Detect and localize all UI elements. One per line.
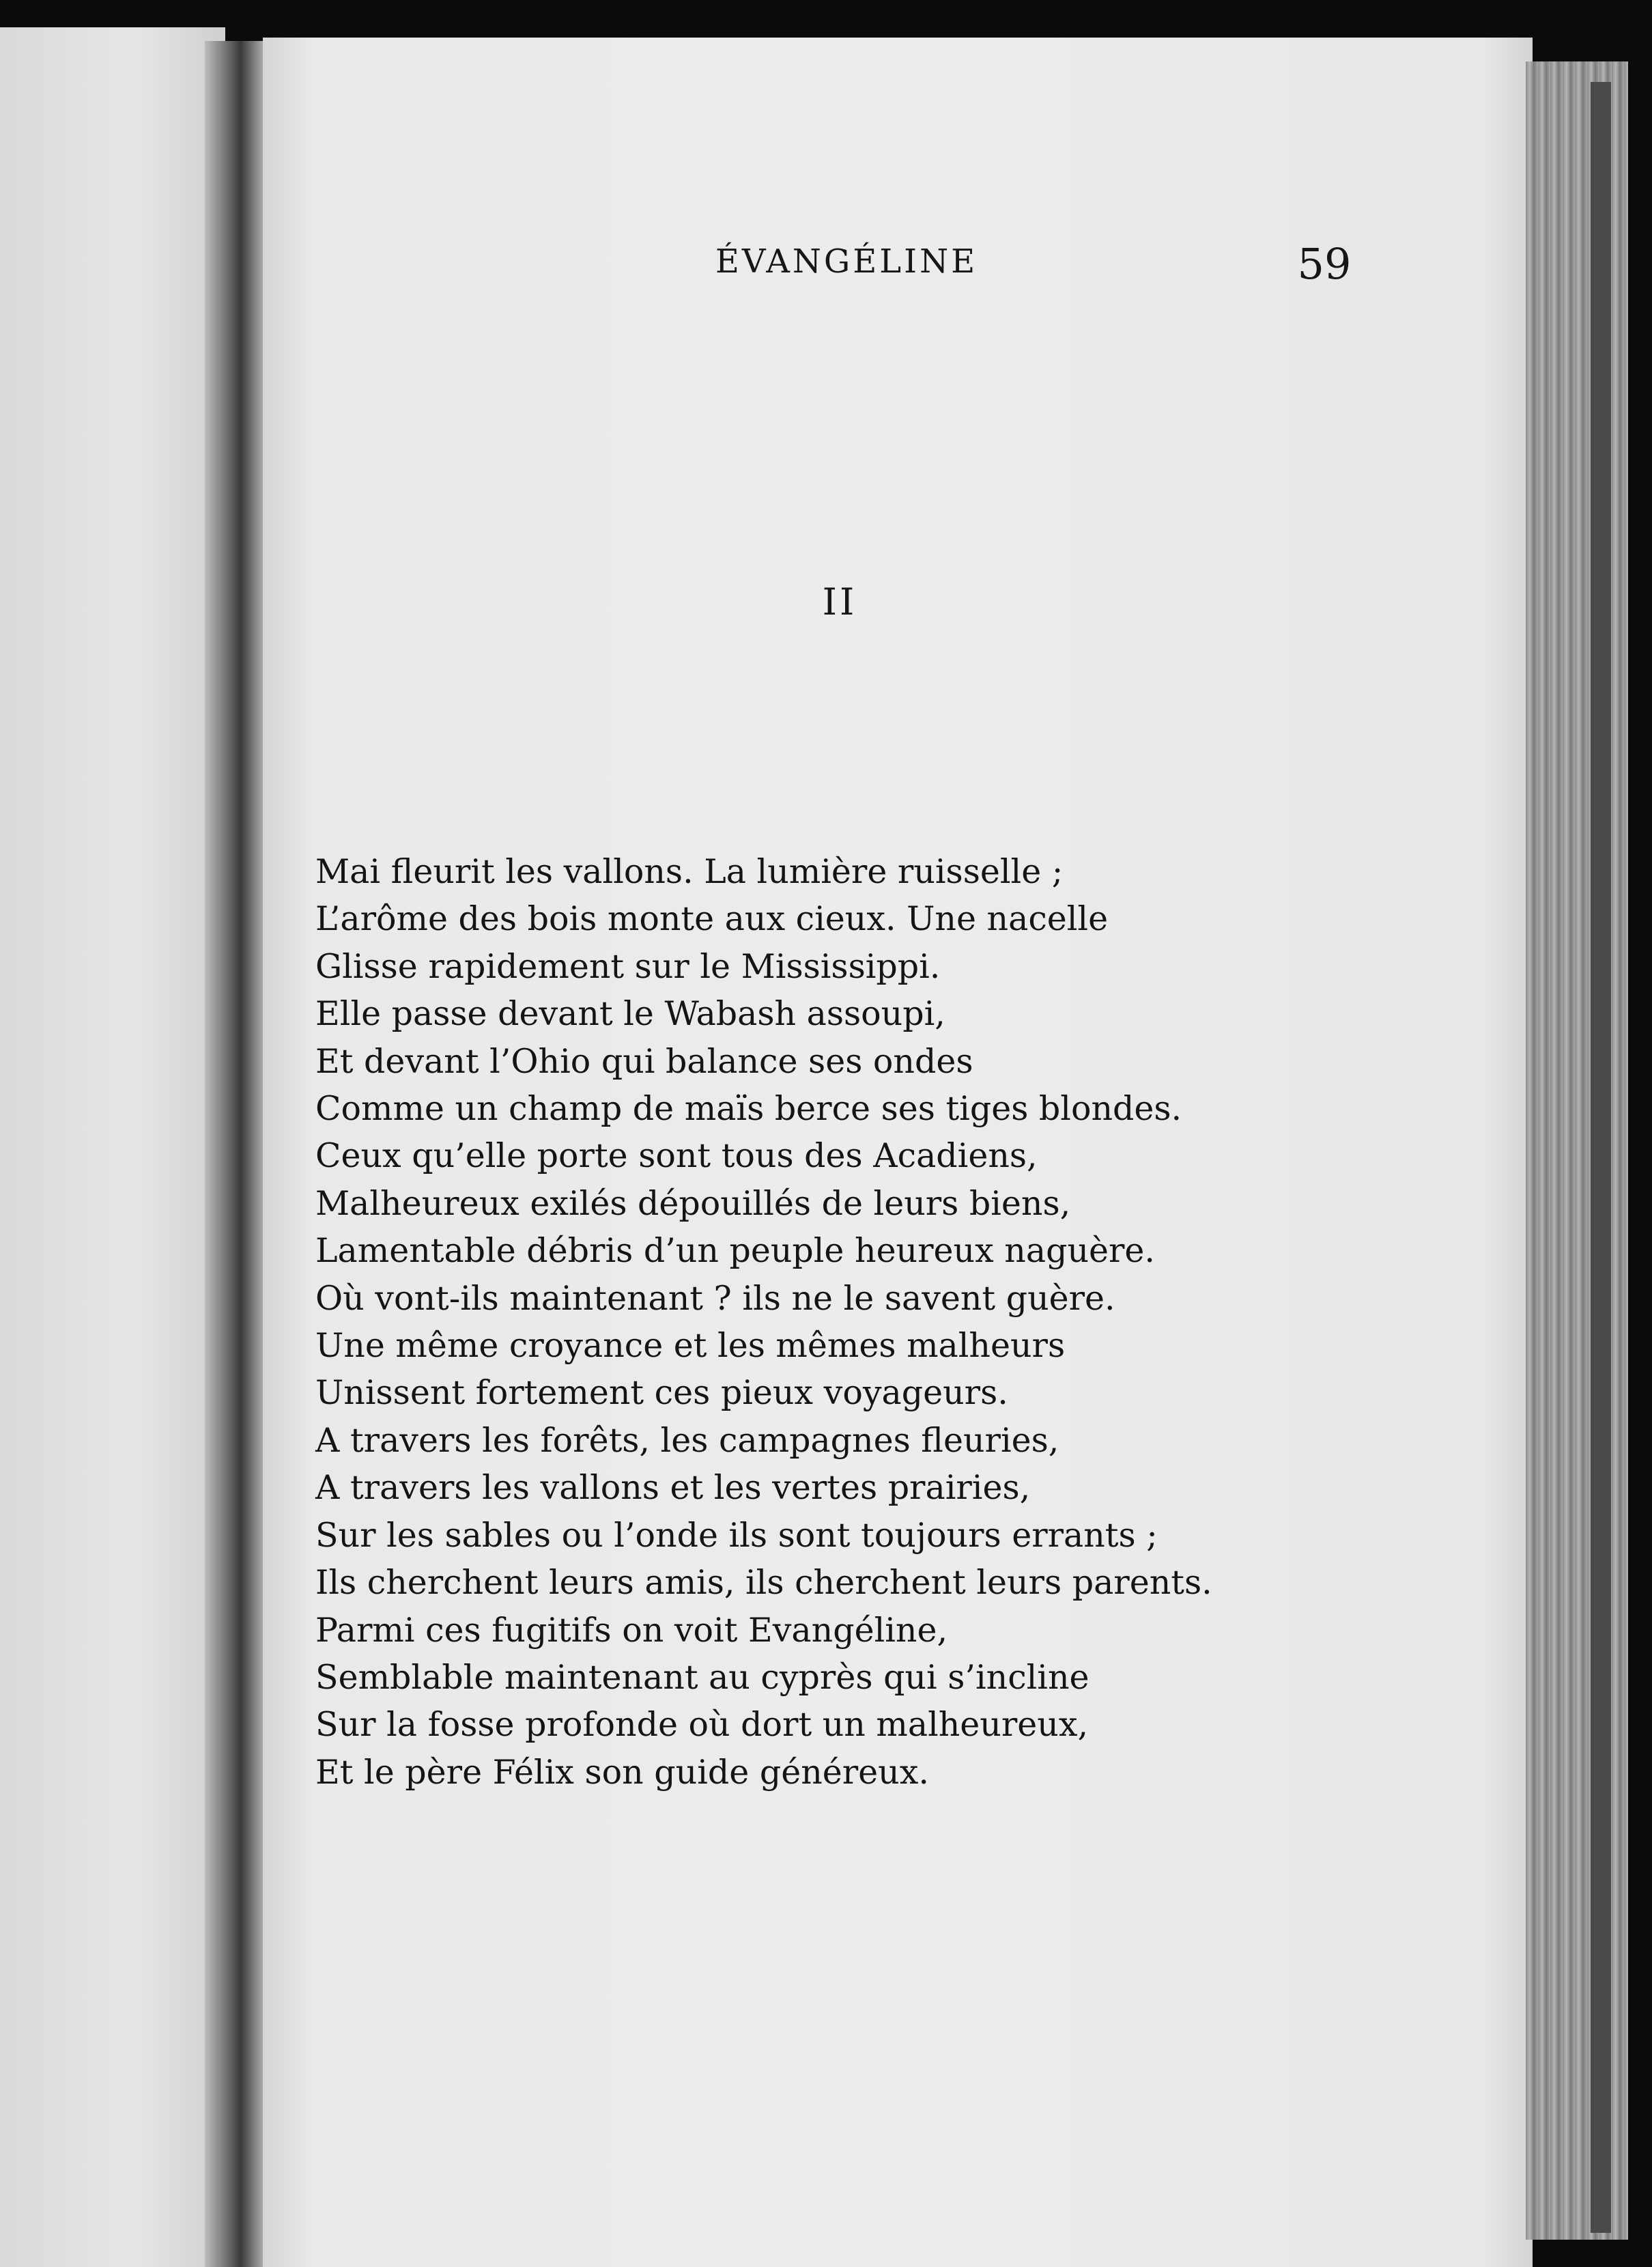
- section-numeral: II: [822, 580, 857, 623]
- poem-line: Sur la fosse profonde où dort un malheureux,: [315, 1705, 1089, 1745]
- poem-line: Mai fleurit les vallons. La lumière ruisselle ;: [315, 852, 1064, 891]
- page-number: 59: [1297, 239, 1352, 289]
- poem-line: Et devant l’Ohio qui balance ses ondes: [315, 1041, 973, 1081]
- poem-line: Ceux qu’elle porte sont tous des Acadiens,: [315, 1136, 1038, 1176]
- poem-line: Une même croyance et les mêmes malheurs: [315, 1326, 1066, 1366]
- poem-text: [315, 848, 1476, 1796]
- poem-line: Sur les sables ou l’onde ils sont toujours errants ;: [315, 1515, 1158, 1555]
- poem-line: Elle passe devant le Wabash assoupi,: [315, 994, 945, 1034]
- poem-line: A travers les vallons et les vertes prairies,: [315, 1468, 1031, 1508]
- poem-line: Unissent fortement ces pieux voyageurs.: [315, 1373, 1008, 1413]
- poem-line: Parmi ces fugitifs on voit Evangéline,: [315, 1610, 948, 1650]
- page-edges-shadow: [1591, 82, 1611, 2233]
- page-edges: [1526, 61, 1628, 2240]
- poem-line: L’arôme des bois monte aux cieux. Une nacelle: [315, 899, 1109, 939]
- poem-line: Et le père Félix son guide généreux.: [315, 1752, 929, 1792]
- book-gutter: [205, 41, 270, 2267]
- poem-line: A travers les forêts, les campagnes fleuries,: [315, 1420, 1059, 1460]
- poem-line: Ils cherchent leurs amis, ils cherchent leurs parents.: [315, 1563, 1212, 1603]
- left-facing-page: [0, 27, 225, 2267]
- poem-line: Glisse rapidement sur le Mississippi.: [315, 946, 941, 986]
- poem-line: Lamentable débris d’un peuple heureux naguère.: [315, 1231, 1156, 1271]
- poem-line: Semblable maintenant au cyprès qui s’incline: [315, 1657, 1090, 1697]
- running-head: ÉVANGÉLINE: [715, 242, 978, 281]
- poem-line: Malheureux exilés dépouillés de leurs biens,: [315, 1183, 1071, 1223]
- poem-line: Comme un champ de maïs berce ses tiges blondes.: [315, 1089, 1182, 1129]
- poem-line: Où vont-ils maintenant ? ils ne le savent guère.: [315, 1278, 1115, 1318]
